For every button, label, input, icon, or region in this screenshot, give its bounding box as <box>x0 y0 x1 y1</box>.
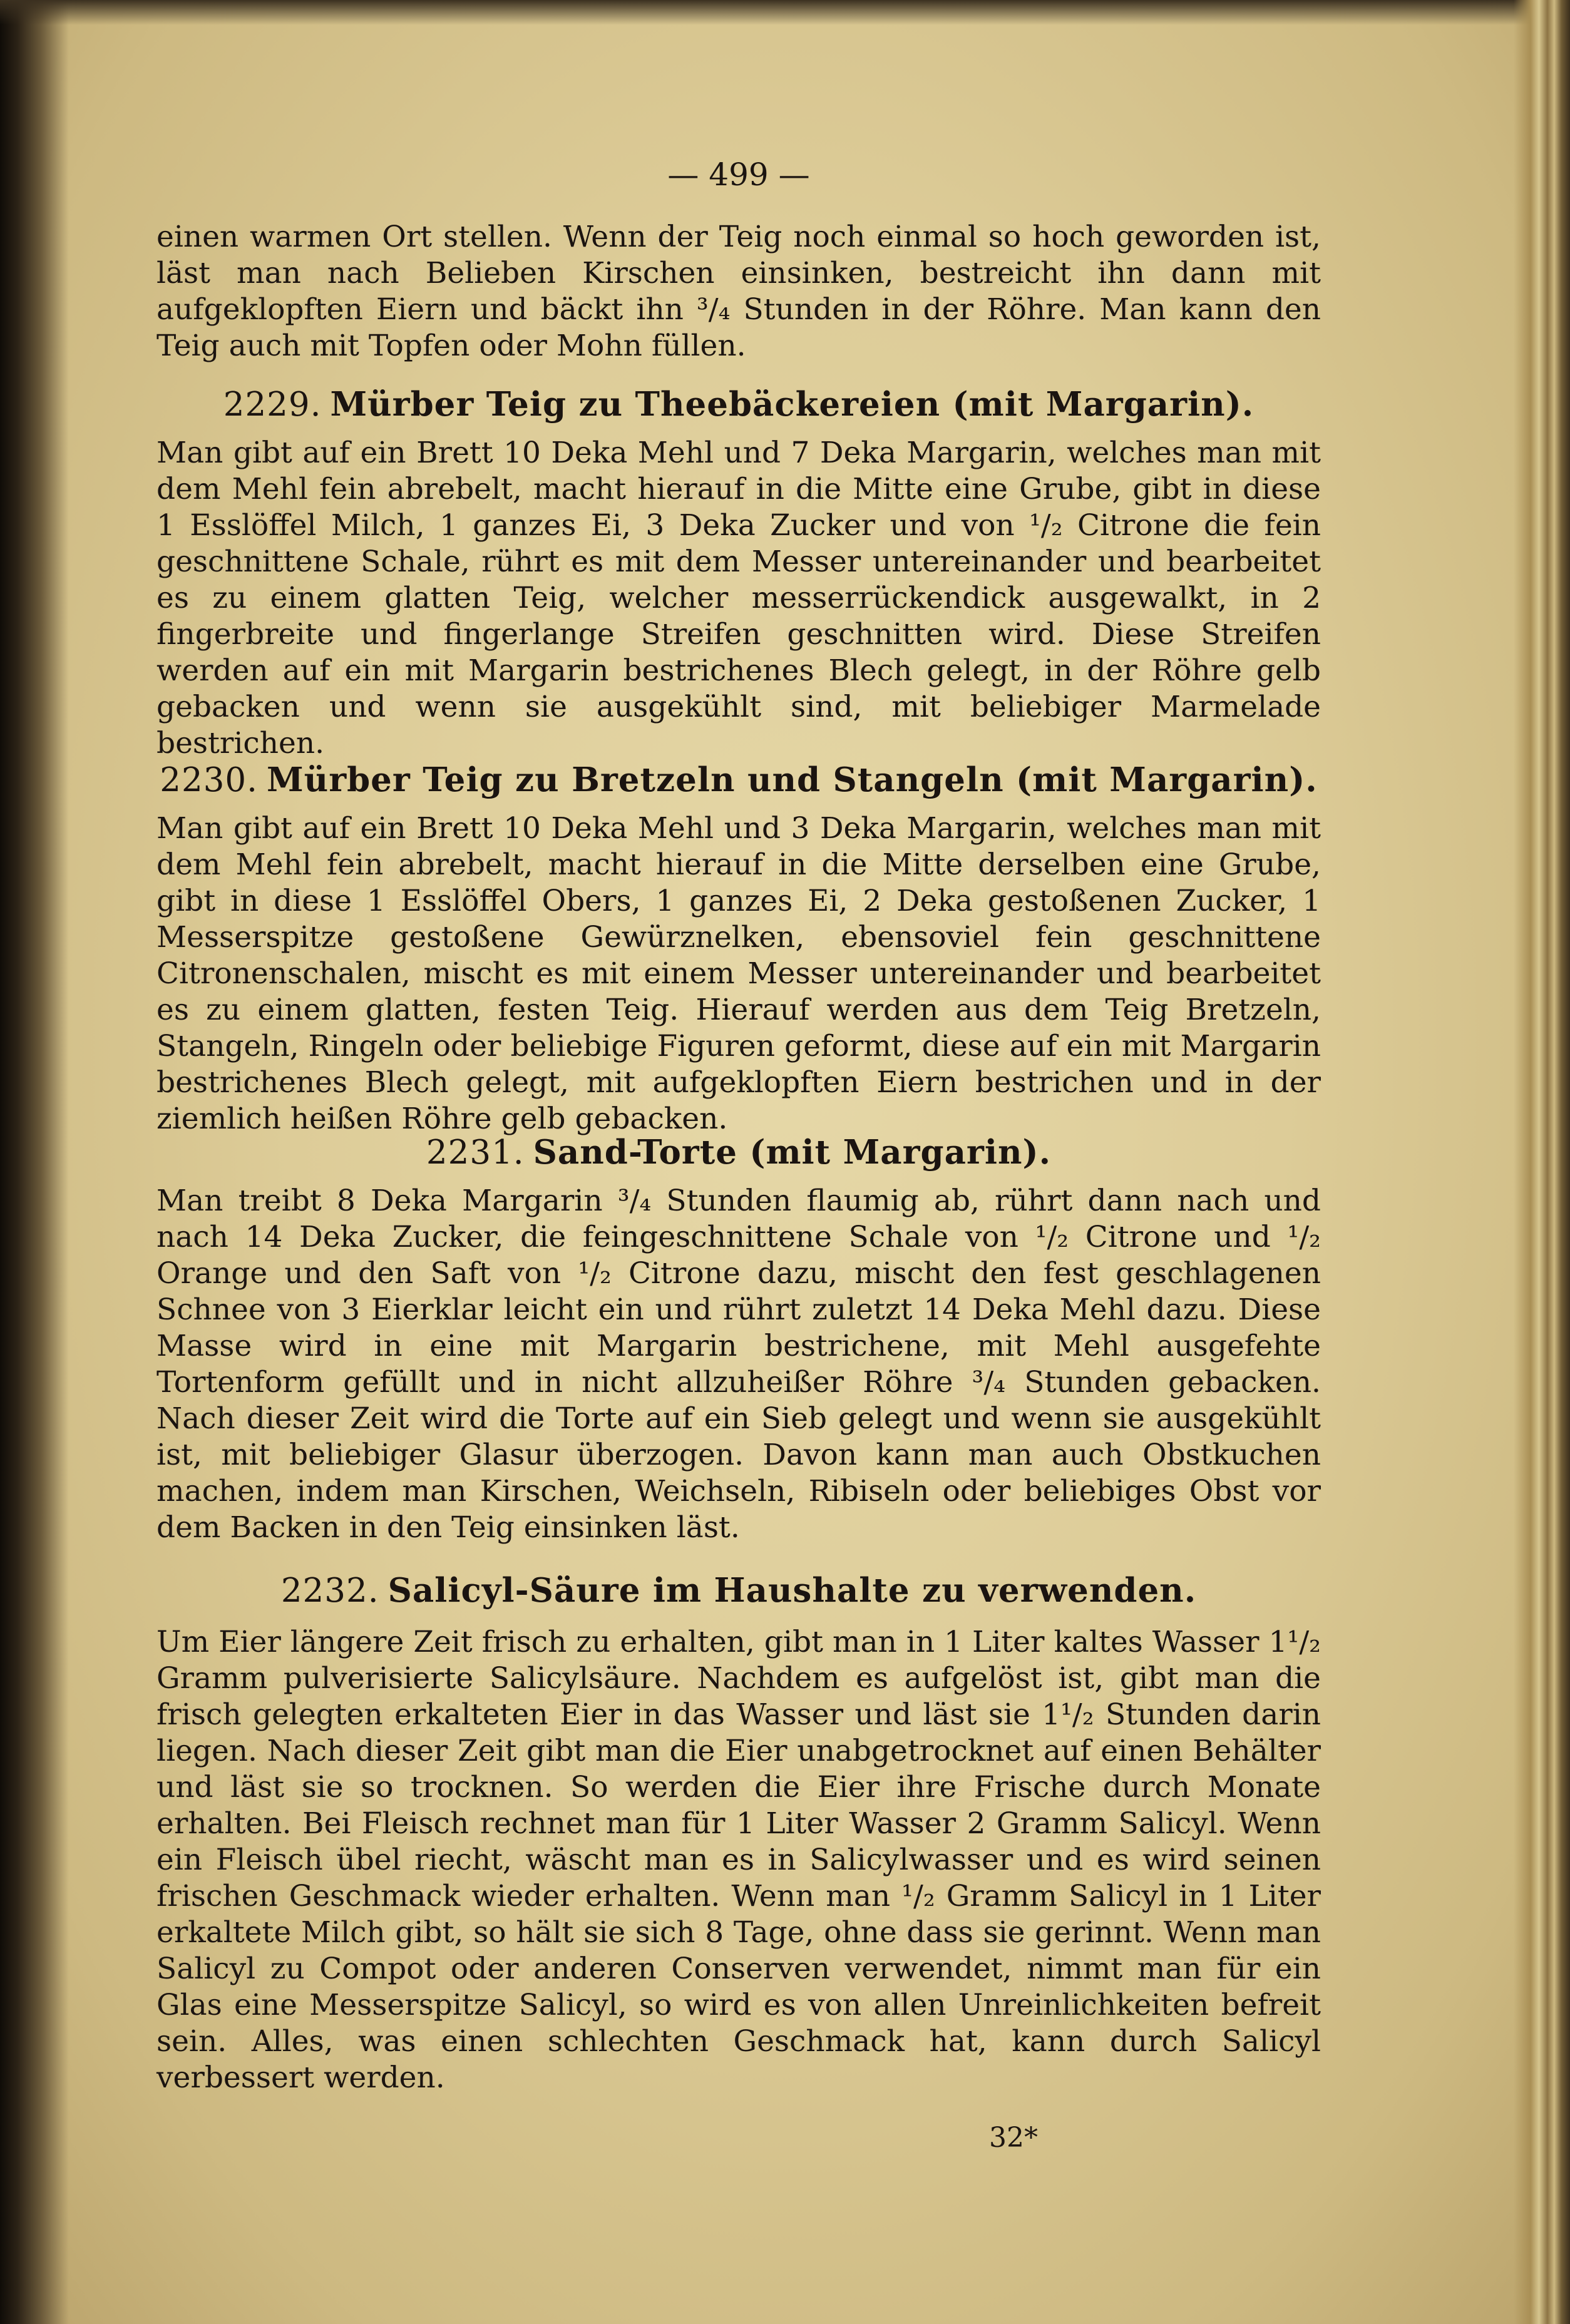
recipe-text-2229: Man gibt auf ein Brett 10 Deka Mehl und 7 Deka Margarin, welches man mit dem Mehl fein abrebelt, macht hierauf in die Mitte eine Grube, gibt in diese 1 Esslöffel Milch, 1 ganzes Ei, 3 Deka Zucker und von ¹/₂ Citrone die fein geschnittene Schale, rührt es mit dem Messer untereinander und bearbeitet es zu einem glatten Teig, welcher messerrückendick ausgewalkt, in 2 fingerbreite und fingerlange Streifen geschnitten wird. Diese Streifen werden auf ein mit Margarin bestrichenes Blech gelegt, in der Röhre gelb gebacken und wenn sie ausgekühlt sind, mit beliebiger Marmelade bestrichen. <box>156 436 1321 760</box>
recipe-title: Mürber Teig zu Bretzeln und Stangeln (mit Margarin). <box>267 760 1318 799</box>
recipe-number: 2230. <box>160 761 258 799</box>
intro-paragraph: einen warmen Ort stellen. Wenn der Teig noch einmal so hoch geworden ist, läst man nach Belieben Kirschen einsinken, bestreicht ihn dann mit aufgeklopften Eiern und bäckt ihn ³/₄ Stunden in der Röhre. Man kann den Teig auch mit Topfen oder Mohn füllen. <box>156 220 1321 363</box>
recipe-text-2232: Um Eier längere Zeit frisch zu erhalten, gibt man in 1 Liter kaltes Wasser 1¹/₂ Gramm pulverisierte Salicylsäure. Nachdem es aufgelöst ist, gibt man die frisch gelegten erkalteten Eier in das Wasser und läst sie 1¹/₂ Stunden darin liegen. Nach dieser Zeit gibt man die Eier unabgetrocknet auf einen Behälter und läst sie so trocknen. So werden die Eier ihre Frische durch Monate erhalten. Bei Fleisch rechnet man für 1 Liter Wasser 2 Gramm Salicyl. Wenn ein Fleisch übel riecht, wäscht man es in Salicylwasser und es wird seinen frischen Geschmack wieder erhalten. Wenn man ¹/₂ Gramm Salicyl in 1 Liter erkaltete Milch gibt, so hält sie sich 8 Tage, ohne dass sie gerinnt. Wenn man Salicyl zu Compot oder anderen Conserven verwendet, nimmt man für ein Glas eine Messerspitze Salicyl, so wird es von allen Unreinlichkeiten befreit sein. Alles, was einen schlechten Geschmack hat, kann durch Salicyl verbessert werden. <box>156 1625 1321 2095</box>
spine-shadow <box>0 0 69 2324</box>
recipe-text-2230: Man gibt auf ein Brett 10 Deka Mehl und 3 Deka Margarin, welches man mit dem Mehl fein abrebelt, macht hierauf in die Mitte derselben eine Grube, gibt in diese 1 Esslöffel Obers, 1 ganzes Ei, 2 Deka gestoßenen Zucker, 1 Messerspitze gestoßene Gewürznelken, ebensoviel fein geschnittene Citronenschalen, mischt es mit einem Messer untereinander und bearbeitet es zu einem glatten, festen Teig. Hierauf werden aus dem Teig Bretzeln, Stangeln, Ringeln oder beliebige Figuren geformt, diese auf ein mit Margarin bestrichenes Blech gelegt, mit aufgeklopften Eiern bestrichen und in der ziemlich heißen Röhre gelb gebacken. <box>156 811 1321 1136</box>
recipe-number: 2231. <box>426 1134 525 1172</box>
recipe-number: 2229. <box>223 386 322 424</box>
signature-mark: 32* <box>989 2122 1038 2154</box>
page-number: — 499 — <box>667 156 810 193</box>
recipe-number: 2232. <box>280 1572 379 1610</box>
recipe-heading-2231 <box>156 1133 1321 1172</box>
recipe-heading-2229 <box>156 385 1321 424</box>
recipe-heading-2230 <box>156 760 1321 799</box>
top-edge-shadow <box>0 0 1570 25</box>
recipe-title: Mürber Teig zu Theebäckereien (mit Margarin). <box>330 385 1254 424</box>
recipe-title: Salicyl-Säure im Haushalte zu verwenden. <box>387 1571 1197 1610</box>
recipe-text-2231: Man treibt 8 Deka Margarin ³/₄ Stunden flaumig ab, rührt dann nach und nach 14 Deka Zucker, die feingeschnittene Schale von ¹/₂ Citrone und ¹/₂ Orange und den Saft von ¹/₂ Citrone dazu, mischt den fest geschlagenen Schnee von 3 Eierklar leicht ein und rührt zuletzt 14 Deka Mehl dazu. Diese Masse wird in eine mit Margarin bestrichene, mit Mehl ausgefehte Tortenform gefüllt und in nicht allzuheißer Röhre ³/₄ Stunden gebacken. Nach dieser Zeit wird die Torte auf ein Sieb gelegt und wenn sie ausgekühlt ist, mit beliebiger Glasur überzogen. Davon kann man auch Obstkuchen machen, indem man Kirschen, Weichseln, Ribiseln oder beliebiges Obst vor dem Backen in den Teig einsinken läst. <box>156 1184 1321 1545</box>
recipe-title: Sand-Torte (mit Margarin). <box>533 1133 1052 1172</box>
recipe-heading-2232 <box>156 1571 1321 1610</box>
page-edge-stack <box>1514 0 1570 2324</box>
